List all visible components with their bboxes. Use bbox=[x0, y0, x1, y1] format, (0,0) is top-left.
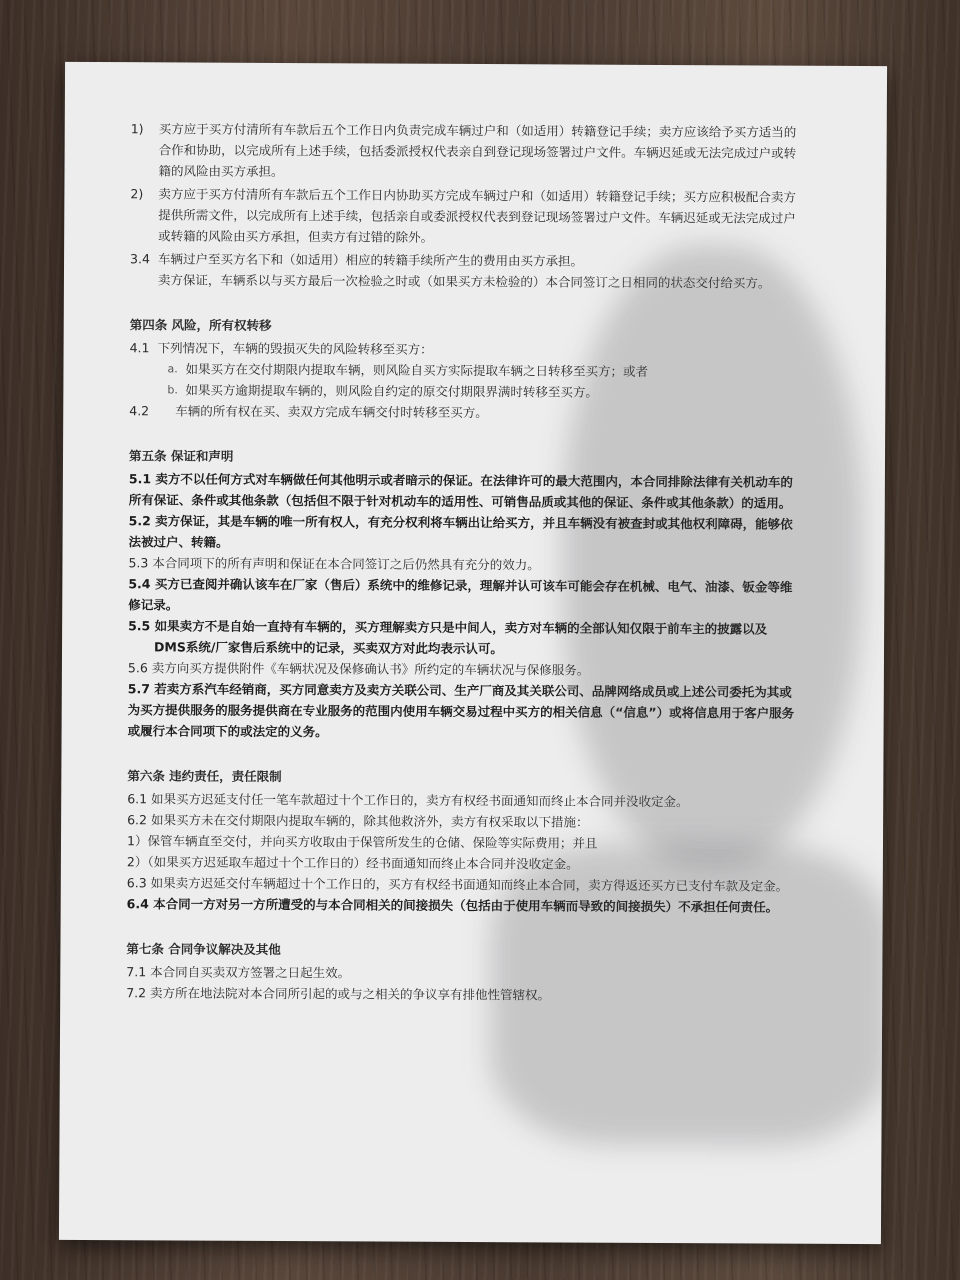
clause-5-7: 5.7 若卖方系汽车经销商，买方同意卖方及卖方关联公司、生产厂商及其关联公司、品牌网络成员或上述公司委托为其或为买方提供服务的服务提供商在专业服务的范围内使用车辆交易过程中买方的相关信息（“信息”）或将信息用于客户服务或履行本合同项下的或法定的义务。 bbox=[127, 681, 795, 740]
clause-text: 车辆过户至买方名下和（如适用）相应的转籍手续所产生的费用由买方承担。 bbox=[158, 251, 584, 269]
clause-5-6: 5.6 卖方向买方提供附件《车辆状况及保修确认书》所约定的车辆状况与保修服务。 bbox=[127, 660, 590, 678]
clause-6-2: 6.2 如果买方未在交付期限内提取车辆的，除其他救济外，卖方有权采取以下措施： bbox=[127, 812, 589, 830]
sub-marker: b. bbox=[167, 383, 178, 397]
contract-text bbox=[126, 118, 801, 1006]
sub-text: 如果买方逾期提取车辆的，则风险自约定的原交付期限界满时转移至买方。 bbox=[185, 382, 598, 400]
clause-text: 买方应于买方付清所有车款后五个工作日内负责完成车辆过户和（如适用）转籍登记手续；卖方应该给予买方适当的合作和协助，以完成所有上述手续，包括委派授权代表亲自到登记现场签署过户文件。车辆迟延或无法完成过户或转籍的风险由买方承担。 bbox=[158, 121, 797, 180]
clause-7-2: 7.2 卖方所在地法院对本合同所引起的或与之相关的争议享有排他性管辖权。 bbox=[126, 985, 551, 1003]
clause-text: 卖方应于买方付清所有车款后五个工作日内协助买方完成车辆过户和（如适用）转籍登记手续；买方应积极配合卖方提供所需文件，以完成所有上述手续，包括亲自或委派授权代表到登记现场签署过户文件。车辆迟延或无法完成过户或转籍的风险由买方承担，但卖方有过错的除外。 bbox=[158, 186, 796, 245]
clause-3-item-2 bbox=[130, 183, 800, 250]
clause-5-4: 5.4 买方已查阅并确认该车在厂家（售后）系统中的维修记录，理解并认可该车可能会存在机械、电气、油漆、钣金等维修记录。 bbox=[128, 576, 793, 613]
clause-number: 4.2 bbox=[129, 403, 150, 419]
article-6-heading: 第六条 违约责任，责任限制 bbox=[127, 768, 282, 784]
clause-6-1: 6.1 如果买方迟延支付任一笔车款超过十个工作日的，卖方有权经书面通知而终止本合同并没收定金。 bbox=[127, 791, 689, 810]
document-page bbox=[59, 62, 887, 1244]
article-7-heading: 第七条 合同争议解决及其他 bbox=[126, 941, 281, 957]
clause-3-item-1 bbox=[130, 118, 800, 185]
clause-text: 车辆的所有权在买、卖双方完成车辆交付时转移至买方。 bbox=[175, 403, 488, 421]
clause-5-5-continued: DMS系统/厂家售后系统中的记录，买卖双方对此均表示认可。 bbox=[153, 639, 503, 657]
clause-number: 3.4 bbox=[130, 251, 150, 267]
delivery-paragraph: 卖方保证，车辆系以与买方最后一次检验之时或（如果买方未检验的）本合同签订之日相同的状态交付给买方。 bbox=[157, 272, 771, 291]
clause-6-3: 6.3 如果卖方迟延交付车辆超过十个工作日的，买方有权经书面通知而终止本合同，卖方得返还买方已支付车款及定金。 bbox=[126, 875, 789, 894]
article-4-heading: 第四条 风险，所有权转移 bbox=[129, 317, 272, 333]
clause-6-2-item-2: 2）（如果买方迟延取车超过十个工作日的）经书面通知而终止本合同并没收定金。 bbox=[126, 854, 579, 872]
clause-number: 1) bbox=[130, 121, 144, 137]
clause-6-2-item-1: 1）保管车辆直至交付，并向买方收取由于保管所发生的仓储、保险等实际费用；并且 bbox=[126, 833, 598, 851]
clause-7-1: 7.1 本合同自买卖双方签署之日起生效。 bbox=[126, 964, 351, 981]
clause-5-5: 5.5 如果卖方不是自始一直持有车辆的，买方理解卖方只是中间人，卖方对车辆的全部认知仅限于前车主的披露以及 bbox=[128, 618, 768, 637]
clause-text: 下列情况下，车辆的毁损灭失的风险转移至买方： bbox=[157, 340, 433, 357]
clause-4-2 bbox=[129, 400, 799, 425]
article-5-heading: 第五条 保证和声明 bbox=[128, 448, 234, 464]
clause-5-1: 5.1 卖方不以任何方式对车辆做任何其他明示或者暗示的保证。在法律许可的最大范围内，本合同排除法律有关机动车的所有保证、条件或其他条款（包括但不限于针对机动车的适用性、可销售品质或其他的保证、条件或其他条款）的适用。 bbox=[128, 471, 793, 511]
sub-marker: a. bbox=[167, 362, 178, 376]
clause-number: 2) bbox=[130, 186, 144, 202]
clause-number: 4.1 bbox=[129, 340, 150, 356]
clause-5-3: 5.3 本合同项下的所有声明和保证在本合同签订之后仍然具有充分的效力。 bbox=[128, 555, 540, 573]
sub-text: 如果买方在交付期限内提取车辆，则风险自买方实际提取车辆之日转移至买方；或者 bbox=[185, 361, 649, 379]
clause-6-4: 6.4 本合同一方对另一方所遭受的与本合同相关的间接损失（包括由于使用车辆而导致的间接损失）不承担任何责任。 bbox=[126, 896, 779, 915]
clause-5-2: 5.2 卖方保证，其是车辆的唯一所有权人，有充分权利将车辆出让给买方，并且车辆没有被查封或其他权利障碍，能够依法被过户、转籍。 bbox=[128, 513, 793, 550]
